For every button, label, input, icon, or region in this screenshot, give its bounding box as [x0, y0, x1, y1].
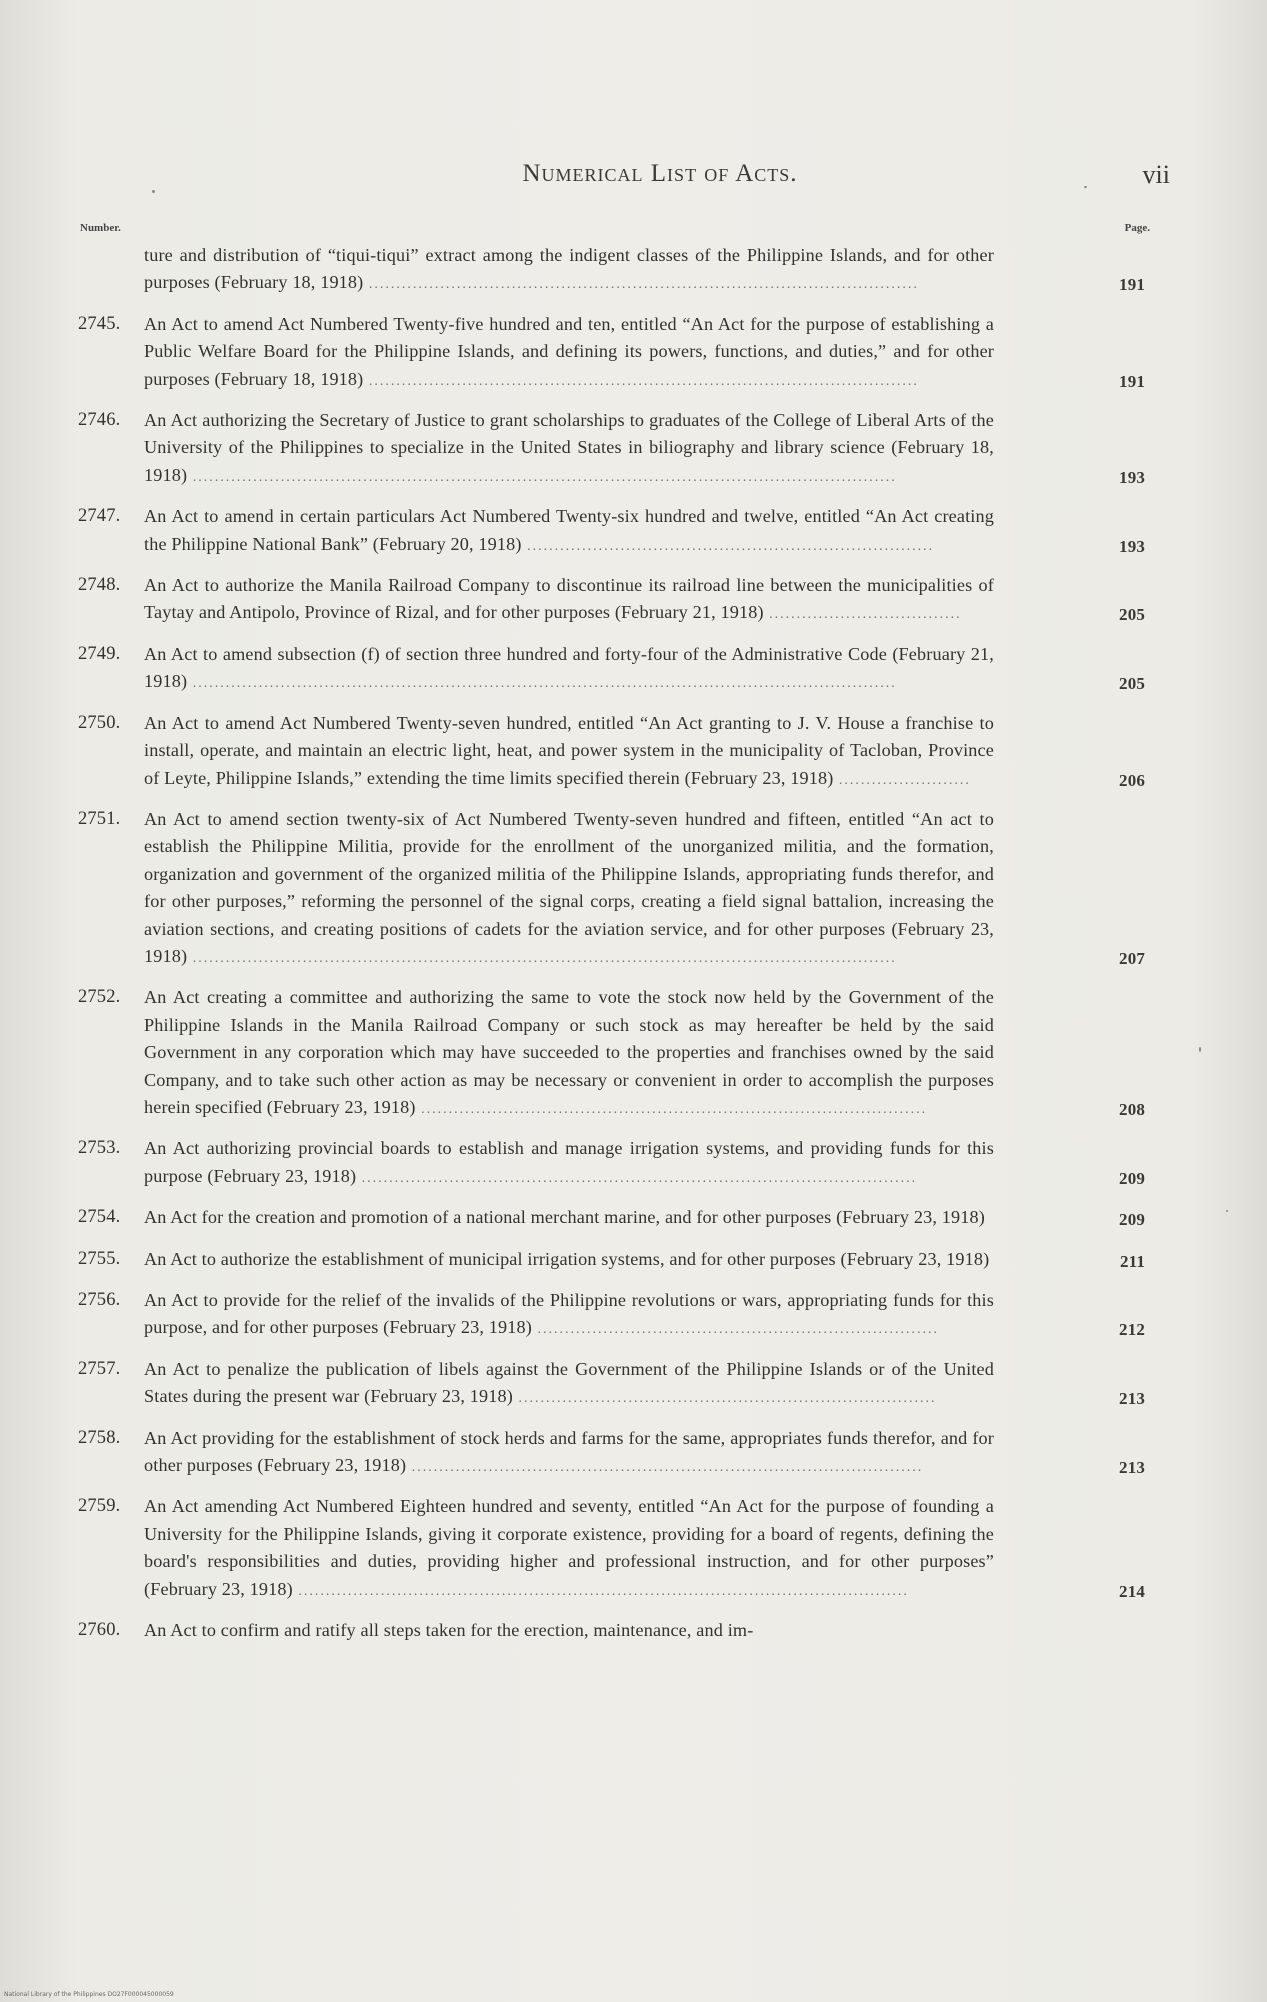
act-number: 2748. [78, 575, 121, 596]
act-page-number: 191 [1119, 275, 1145, 295]
act-entry [78, 1425, 1166, 1482]
act-page-number: 193 [1119, 467, 1145, 487]
column-label-number: Number. [80, 222, 121, 234]
act-number: 2753. [78, 1138, 121, 1159]
dot-leader: ................................................................................................................................ [187, 676, 897, 692]
act-entry [78, 1246, 1166, 1275]
act-page-number: 212 [1119, 1320, 1145, 1340]
act-title-text: An Act to amend subsection (f) of section three hundred and forty-four of the Administrative Code (February 21, 1918) [144, 643, 994, 692]
scan-speck [1199, 1047, 1201, 1052]
act-page-number: 205 [1119, 674, 1145, 694]
act-entry [78, 1493, 1166, 1605]
act-entry [78, 1287, 1166, 1344]
dot-leader: ......................................................................... [531, 1322, 939, 1338]
act-entry [78, 1617, 1166, 1644]
act-title [144, 1204, 994, 1233]
dot-leader: ................................................................................................................................ [187, 950, 897, 966]
act-title-text: An Act authorizing the Secretary of Justice to grant scholarships to graduates of the College of Liberal Arts of the University of the Philippines to specialize in the United States in biliography and library science (February 18, 1918) [144, 410, 994, 485]
act-number: 2757. [78, 1358, 121, 1379]
act-title [144, 1287, 994, 1344]
act-entry [78, 572, 1166, 629]
act-title [144, 503, 994, 560]
acts-list [78, 242, 1166, 1656]
act-page-number: 211 [1119, 1251, 1145, 1271]
scan-footer: National Library of the Philippines DO27F000045000059 [4, 1991, 174, 1998]
act-number: 2758. [78, 1427, 121, 1448]
act-number: 2750. [78, 712, 121, 733]
act-title-text: An Act providing for the establishment of stock herds and farms for the same, appropriates funds therefor, and for other purposes (February 23, 1918) [144, 1427, 994, 1476]
dot-leader: ............................................................................ [513, 1391, 937, 1407]
act-number: 2760. [78, 1620, 121, 1641]
dot-leader: .......................................................................... [521, 538, 935, 554]
act-number: 2754. [78, 1207, 121, 1228]
act-number: 2756. [78, 1290, 121, 1310]
act-title-text: An Act to amend section twenty-six of Act Numbered Twenty-seven hundred and fifteen, entitled “An act to establish the Philippine Militia, provide for the enrollment of the unorganized militia, and the formation, organization and government of the organized militia of the Philippine Islands, appropriating funds therefor, and for other purposes,” reforming the personnel of the signal corps, creating a field signal battalion, increasing the aviation sections, and creating positions of cadets for the aviation service, and for other purposes (February 23, 1918) [144, 808, 994, 966]
act-number: 2751. [78, 808, 121, 829]
act-title [144, 407, 994, 491]
act-entry [78, 806, 1166, 972]
act-title-text: ture and distribution of “tiqui-tiqui” extract among the indigent classes of the Philippine Islands, and for other purposes (February 18, 1918) [144, 245, 994, 293]
dot-leader: ............................................................................................ [415, 1101, 928, 1117]
dot-leader: ..................................................................................................... [356, 1170, 918, 1186]
dot-leader: ............................................................................................. [406, 1460, 924, 1476]
act-entry [78, 503, 1166, 560]
act-entry [78, 710, 1166, 794]
act-number: 2755. [78, 1248, 121, 1269]
act-title [144, 984, 994, 1123]
dot-leader: ........................ [833, 772, 971, 788]
act-title-text: An Act to authorize the establishment of municipal irrigation systems, and for other purposes (February 23, 1918) [144, 1248, 990, 1269]
act-title [144, 1135, 994, 1192]
act-page-number: 208 [1119, 1099, 1145, 1119]
scan-speck [1226, 1210, 1228, 1212]
act-title-text: An Act to penalize the publication of libels against the Government of the Philippine Islands or of the United States during the present war (February 23, 1918) [144, 1358, 994, 1407]
scan-speck [152, 190, 155, 193]
act-page-number: 213 [1119, 1389, 1145, 1409]
dot-leader: ................................... [763, 607, 962, 623]
act-entry [78, 984, 1166, 1123]
act-entry [78, 1204, 1166, 1233]
scan-speck [1084, 186, 1087, 188]
act-entry [78, 641, 1166, 698]
act-title [144, 311, 994, 395]
act-title-text: An Act to amend Act Numbered Twenty-five hundred and ten, entitled “An Act for the purpose of establishing a Public Welfare Board for the Philippine Islands, and defining its powers, functions, and duties,” and for other purposes (February 18, 1918) [144, 313, 994, 389]
act-page-number: 207 [1119, 948, 1145, 968]
dot-leader: .................................................................................................... [363, 277, 919, 293]
act-page-number: 209 [1119, 1168, 1145, 1188]
act-title-text: An Act to amend in certain particulars Act Numbered Twenty-six hundred and twelve, entitled “An Act creating the Philippine National Bank” (February 20, 1918) [144, 506, 994, 554]
act-title-text: An Act to amend Act Numbered Twenty-seven hundred, entitled “An Act granting to J. V. House a franchise to install, operate, and maintain an electric light, heat, and power system in the municipality of Tacloban, Province of Leyte, Philippine Islands,” extending the time limits specified therein (February 23, 1918) [144, 712, 994, 788]
act-title [144, 1425, 994, 1482]
page-header [150, 160, 1170, 200]
act-page-number: 193 [1119, 536, 1145, 556]
act-entry [78, 1356, 1166, 1413]
act-number: 2752. [78, 987, 121, 1008]
act-title-text: An Act creating a committee and authorizing the same to vote the stock now held by the Government of the Philippine Islands in the Manila Railroad Company or such stock as may hereafter be held by the said Government in any corporation which may have succeeded to the properties and franchises owned by the said Company, and to take such other action as may be necessary or convenient in order to accomplish the purposes herein specified (February 23, 1918) [144, 987, 994, 1117]
running-title: Numerical List of Acts. [522, 160, 798, 187]
act-entry [78, 407, 1166, 491]
act-title-text: An Act for the creation and promotion of a national merchant marine, and for other purposes (February 23, 1918) [144, 1207, 985, 1228]
dot-leader: ............................................................................................................... [292, 1583, 909, 1599]
act-page-number: 214 [1119, 1581, 1145, 1601]
act-number: 2745. [78, 313, 121, 334]
act-title [144, 1356, 994, 1413]
act-number: 2759. [78, 1496, 121, 1517]
act-entry [78, 311, 1166, 395]
act-title [144, 1493, 994, 1605]
act-title-text: An Act to authorize the Manila Railroad Company to discontinue its railroad line between the municipalities of Taytay and Antipolo, Province of Rizal, and for other purposes (February 21, 1918) [144, 575, 994, 623]
act-number: 2747. [78, 506, 121, 527]
act-title [144, 242, 994, 299]
act-page-number: 205 [1119, 605, 1145, 625]
act-title-text: An Act amending Act Numbered Eighteen hundred and seventy, entitled “An Act for the purpose of founding a University for the Philippine Islands, giving it corporate existence, providing for a board of regents, defining the board's responsibilities and duties, providing higher and professional instruction, and for other purposes” (February 23, 1918) [144, 1496, 994, 1599]
act-page-number: 213 [1119, 1458, 1145, 1478]
act-title [144, 1246, 994, 1275]
act-title [144, 710, 994, 794]
column-label-page: Page. [1124, 222, 1150, 234]
act-title-text: An Act authorizing provincial boards to establish and manage irrigation systems, and providing funds for this purpose (February 23, 1918) [144, 1138, 994, 1186]
act-title [144, 806, 994, 972]
act-title [144, 1617, 994, 1644]
act-entry [78, 1135, 1166, 1192]
act-page-number: 206 [1119, 770, 1145, 790]
act-title-text: An Act to provide for the relief of the invalids of the Philippine revolutions or wars, appropriating funds for this purpose, and for other purposes (February 23, 1918) [144, 1290, 994, 1338]
act-number: 2749. [78, 643, 121, 664]
act-title [144, 572, 994, 629]
dot-leader: .................................................................................................... [363, 373, 919, 389]
act-page-number: 209 [1119, 1210, 1145, 1230]
act-entry [78, 242, 1166, 299]
act-title [144, 641, 994, 698]
roman-page-number: vii [1142, 160, 1170, 189]
dot-leader: ................................................................................................................................ [187, 469, 897, 485]
act-number: 2746. [78, 410, 121, 431]
act-title-text: An Act to confirm and ratify all steps taken for the erection, maintenance, and im- [144, 1620, 754, 1641]
act-page-number: 191 [1119, 371, 1145, 391]
